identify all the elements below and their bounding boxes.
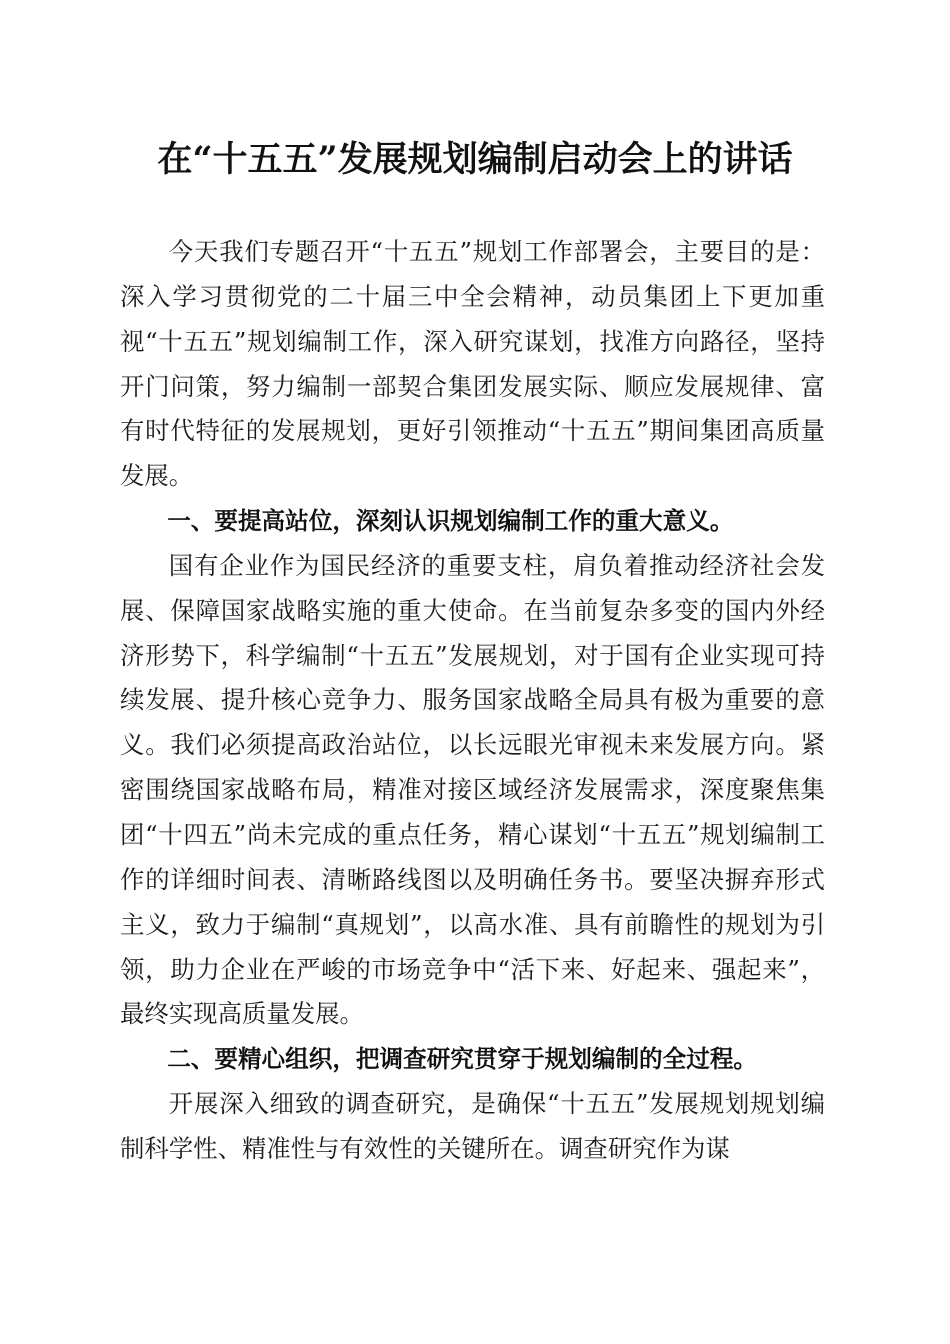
intro-paragraph: 今天我们专题召开“十五五”规划工作部署会，主要目的是：深入学习贯彻党的二十届三中全会精神，动员集团上下更加重视“十五五”规划编制工作，深入研究谋划，找准方向路径，坚持开门问策，努力编制一部契合集团发展实际、顺应发展规律、富有时代特征的发展规划，更好引领推动“十五五”期间集团高质量发展。	[120, 237, 825, 491]
section-body-1: 国有企业作为国民经济的重要支柱，肩负着推动经济社会发展、保障国家战略实施的重大使命。在当前复杂多变的国内外经济形势下，科学编制“十五五”发展规划，对于国有企业实现可持续发展、提升核心竞争力、服务国家战略全局具有极为重要的意义。我们必须提高政治站位，以长远眼光审视未来发展方向。紧密围绕国家战略布局，精准对接区域经济发展需求，深度聚焦集团“十四五”尚未完成的重点任务，精心谋划“十五五”规划编制工作的详细时间表、清晰路线图以及明确任务书。要坚决摒弃形式主义，致力于编制“真规划”，以高水准、具有前瞻性的规划为引领，助力企业在严峻的市场竞争中“活下来、好起来、强起来”，最终实现高质量发展。	[120, 550, 825, 1029]
section-heading-2: 二、要精心组织，把调查研究贯穿于规划编制的全过程。	[167, 1045, 758, 1074]
document-body	[120, 230, 825, 1172]
section-heading-1: 一、要提高站位，深刻认识规划编制工作的重大意义。	[167, 507, 734, 536]
section-body-2: 开展深入细致的调查研究，是确保“十五五”发展规划规划编制科学性、精准性与有效性的关键所在。调查研究作为谋	[120, 1089, 825, 1163]
document-title: 在“十五五”发展规划编制启动会上的讲话	[157, 139, 793, 180]
